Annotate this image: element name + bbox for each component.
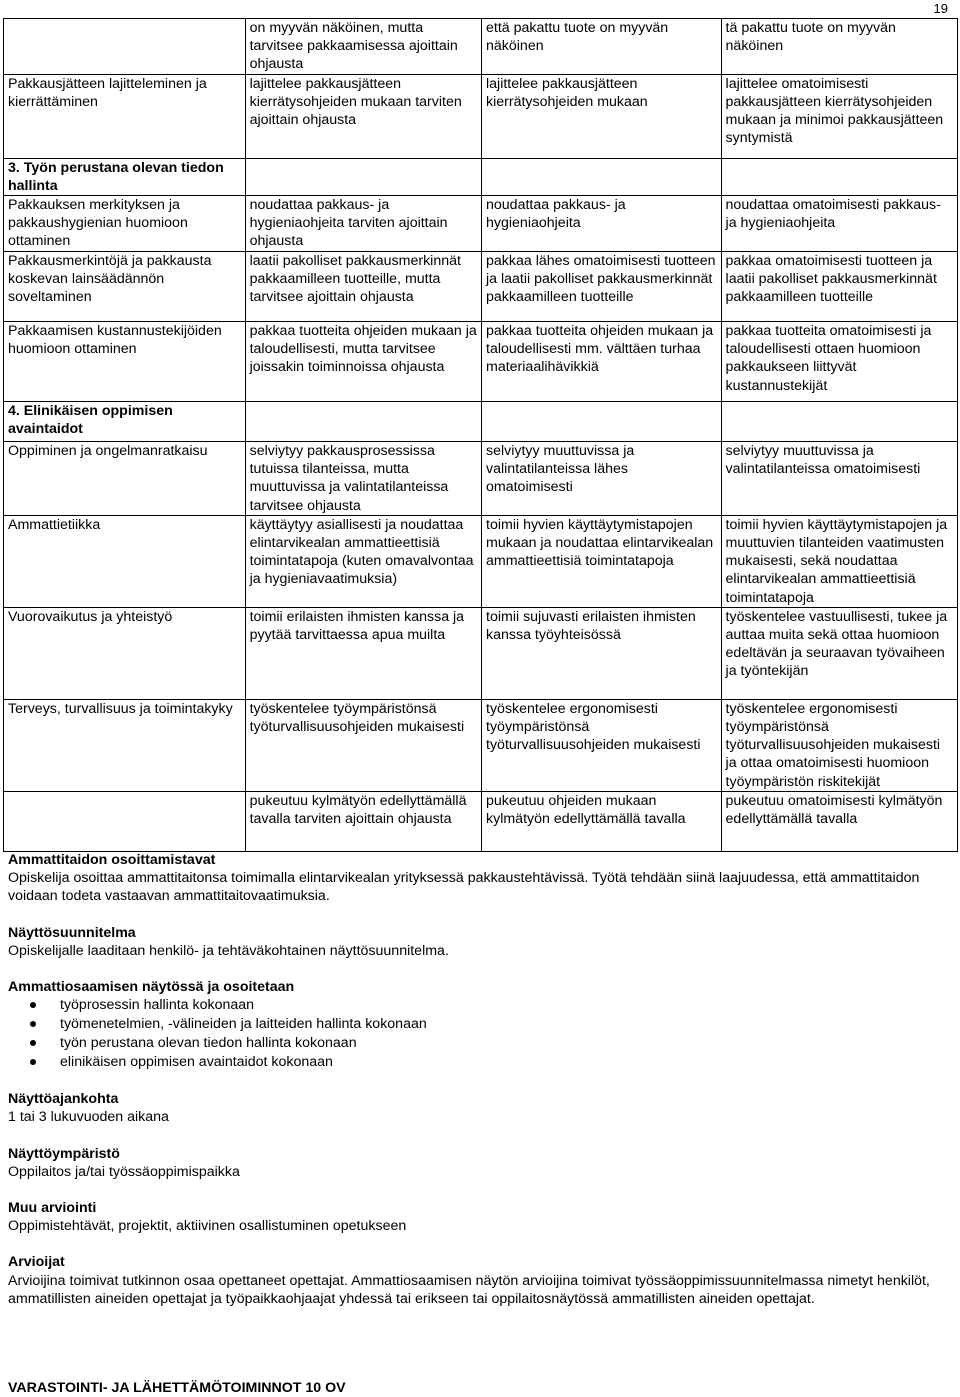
assessment-criteria-table bbox=[3, 18, 958, 852]
table-cell: 3. Työn perustana olevan tiedon hallinta bbox=[4, 158, 246, 195]
table-cell: työskentelee vastuullisesti, tukee ja auttaa muita sekä ottaa huomioon edeltävän ja seuraavan työvaiheen ja työntekijän bbox=[721, 607, 957, 699]
section-heading: Näyttösuunnitelma bbox=[8, 924, 136, 941]
section-heading: Ammattitaidon osoittamistavat bbox=[8, 852, 216, 868]
table-cell: käyttäytyy asiallisesti ja noudattaa elintarvikealan ammattieettisiä toimintatapoja (kuten omavalvontaa ja hygieniavaatimuksia) bbox=[245, 515, 481, 607]
table-cell: lajittelee pakkausjätteen kierrätysohjeiden mukaan tarviten ajoittain ohjausta bbox=[245, 74, 481, 158]
table-cell: tä pakattu tuote on myyvän näköinen bbox=[721, 19, 957, 75]
section-text: Oppimistehtävät, projektit, aktiivinen osallistuminen opetukseen bbox=[8, 1218, 407, 1235]
table-cell: noudattaa pakkaus- ja hygieniaohjeita tarviten ajoittain ohjausta bbox=[245, 196, 481, 252]
table-cell: pukeutuu kylmätyön edellyttämällä tavalla tarviten ajoittain ohjausta bbox=[245, 791, 481, 851]
table-cell: Pakkausjätteen lajitteleminen ja kierrättäminen bbox=[4, 74, 246, 158]
table-cell bbox=[721, 158, 957, 195]
table-cell: Ammattietiikka bbox=[4, 515, 246, 607]
bullet-list bbox=[8, 996, 948, 1072]
table-row bbox=[4, 19, 958, 75]
section-assessors bbox=[8, 1253, 948, 1308]
table-cell: pakkaa tuotteita ohjeiden mukaan ja taloudellisesti mm. välttäen turhaa materiaalihävikkiä bbox=[482, 322, 722, 402]
table-cell bbox=[721, 402, 957, 442]
table-cell: että pakattu tuote on myyvän näköinen bbox=[482, 19, 722, 75]
table-cell: pakkaa tuotteita ohjeiden mukaan ja taloudellisesti, mutta tarvitsee joissakin toiminnoissa ohjausta bbox=[245, 322, 481, 402]
table-section-row bbox=[4, 158, 958, 195]
table-cell: pukeutuu omatoimisesti kylmätyön edellyttämällä tavalla bbox=[721, 791, 957, 851]
table-row bbox=[4, 442, 958, 516]
table-row bbox=[4, 322, 958, 402]
table-cell bbox=[482, 158, 722, 195]
table-cell: Pakkausmerkintöjä ja pakkausta koskevan lainsäädännön soveltaminen bbox=[4, 252, 246, 322]
table-cell: selviytyy muuttuvissa ja valintatilanteissa lähes omatoimisesti bbox=[482, 442, 722, 516]
section-shown-in-demonstration bbox=[8, 978, 948, 1072]
section-heading: Näyttöajankohta bbox=[8, 1091, 119, 1108]
list-item: työn perustana olevan tiedon hallinta kokonaan bbox=[60, 1034, 948, 1053]
table-cell bbox=[4, 791, 246, 851]
table-row bbox=[4, 607, 958, 699]
table-cell: toimii hyvien käyttäytymistapojen mukaan ja noudattaa elintarvikealan ammattieettisiä toimintatapoja bbox=[482, 515, 722, 607]
table-cell: pakkaa omatoimisesti tuotteen ja laatii pakolliset pakkausmerkinnät pakkaamilleen tuotteille bbox=[721, 252, 957, 322]
table-cell: toimii hyvien käyttäytymistapojen ja muuttuvien tilanteiden vaatimusten mukaisesti, sekä noudattaa elintarvikealan ammattieettisiä toimintatapoja bbox=[721, 515, 957, 607]
table-cell: Terveys, turvallisuus ja toimintakyky bbox=[4, 699, 246, 791]
table-cell: työskentelee ergonomisesti työympäristönsä työturvallisuusohjeiden mukaisesti ja ottaa omatoimisesti huomioon työympäristön riskitekijät bbox=[721, 699, 957, 791]
section-text: 1 tai 3 lukuvuoden aikana bbox=[8, 1109, 169, 1126]
section-demonstration-methods bbox=[8, 851, 948, 906]
section-heading: Muu arviointi bbox=[8, 1200, 97, 1217]
table-cell: selviytyy muuttuvissa ja valintatilanteissa omatoimisesti bbox=[721, 442, 957, 516]
table-cell: pakkaa lähes omatoimisesti tuotteen ja laatii pakolliset pakkausmerkinnät pakkaamilleen tuotteille bbox=[482, 252, 722, 322]
table-row bbox=[4, 791, 958, 851]
table-row bbox=[4, 74, 958, 158]
table-cell: laatii pakolliset pakkausmerkinnät pakkaamilleen tuotteille, mutta tarvitsee ajoittain ohjausta bbox=[245, 252, 481, 322]
table-cell: työskentelee työympäristönsä työturvallisuusohjeiden mukaisesti bbox=[245, 699, 481, 791]
section-demonstration-environment bbox=[8, 1145, 948, 1181]
table-row bbox=[4, 699, 958, 791]
section-text: Opiskelijalle laaditaan henkilö- ja tehtäväkohtainen näyttösuunnitelma. bbox=[8, 942, 449, 959]
table-cell: on myyvän näköinen, mutta tarvitsee pakkaamisessa ajoittain ohjausta bbox=[245, 19, 481, 75]
page-number: 19 bbox=[933, 1, 948, 16]
section-other-assessment bbox=[8, 1199, 948, 1235]
table-cell bbox=[245, 402, 481, 442]
section-heading: Arvioijat bbox=[8, 1254, 65, 1271]
table-cell bbox=[482, 402, 722, 442]
table-row bbox=[4, 252, 958, 322]
list-item: työprosessin hallinta kokonaan bbox=[60, 996, 948, 1015]
list-item: elinikäisen oppimisen avaintaidot kokonaan bbox=[60, 1053, 948, 1072]
table-cell: noudattaa pakkaus- ja hygieniaohjeita bbox=[482, 196, 722, 252]
table-cell: pukeutuu ohjeiden mukaan kylmätyön edellyttämällä tavalla bbox=[482, 791, 722, 851]
table-cell: pakkaa tuotteita omatoimisesti ja taloudellisesti ottaen huomioon pakkaukseen liittyvät kustannustekijät bbox=[721, 322, 957, 402]
table-row bbox=[4, 515, 958, 607]
table-cell: lajittelee omatoimisesti pakkausjätteen kierrätysohjeiden mukaan ja minimoi pakkausjätteen syntymistä bbox=[721, 74, 957, 158]
list-item: työmenetelmien, -välineiden ja laitteiden hallinta kokonaan bbox=[60, 1015, 948, 1034]
table-row bbox=[4, 196, 958, 252]
table-cell bbox=[245, 158, 481, 195]
section-text: Arvioijina toimivat tutkinnon osaa opettaneet opettajat. Ammattiosaamisen näytön arvioijina toimivat työssäoppimissuunnitelmassa nimetyt henkilöt, ammatillisten aineiden opettajat ja työpaikkaohjaajat yhdessä tai erikseen tai oppilaitosnäytössä ammatillisten aineiden opettajat. bbox=[8, 1272, 930, 1307]
table-cell: Oppiminen ja ongelmanratkaisu bbox=[4, 442, 246, 516]
table-cell: Pakkaamisen kustannustekijöiden huomioon ottaminen bbox=[4, 322, 246, 402]
table-cell: noudattaa omatoimisesti pakkaus- ja hygieniaohjeita bbox=[721, 196, 957, 252]
table-cell: toimii sujuvasti erilaisten ihmisten kanssa työyhteisössä bbox=[482, 607, 722, 699]
section-demonstration-time bbox=[8, 1090, 948, 1126]
table-cell bbox=[4, 19, 246, 75]
assessment-info bbox=[8, 851, 948, 1326]
section-demonstration-plan bbox=[8, 924, 948, 960]
table-section-row bbox=[4, 402, 958, 442]
section-heading: Ammattiosaamisen näytössä ja osoitetaan bbox=[8, 979, 295, 996]
table-cell: Vuorovaikutus ja yhteistyö bbox=[4, 607, 246, 699]
table-cell: Pakkauksen merkityksen ja pakkaushygienian huomioon ottaminen bbox=[4, 196, 246, 252]
table-cell: lajittelee pakkausjätteen kierrätysohjeiden mukaan bbox=[482, 74, 722, 158]
section-text: Oppilaitos ja/tai työssäoppimispaikka bbox=[8, 1163, 240, 1180]
section-heading: Näyttöympäristö bbox=[8, 1145, 120, 1162]
section-text: Opiskelija osoittaa ammattitaitonsa toimimalla elintarvikealan yrityksessä pakkaustehtävissä. Työtä tehdään siinä laajuudessa, että ammattitaidon voidaan todeta vastaavan ammattitaitovaatimuksia. bbox=[8, 870, 920, 905]
footer-title: VARASTOINTI- JA LÄHETTÄMÖTOIMINNOT 10 OV bbox=[8, 1380, 346, 1396]
table-cell: 4. Elinikäisen oppimisen avaintaidot bbox=[4, 402, 246, 442]
table-cell: toimii erilaisten ihmisten kanssa ja pyytää tarvittaessa apua muilta bbox=[245, 607, 481, 699]
table-cell: työskentelee ergonomisesti työympäristönsä työturvallisuusohjeiden mukaisesti bbox=[482, 699, 722, 791]
table-cell: selviytyy pakkausprosessissa tutuissa tilanteissa, mutta muuttuvissa ja valintatilanteissa tarvitsee ohjausta bbox=[245, 442, 481, 516]
